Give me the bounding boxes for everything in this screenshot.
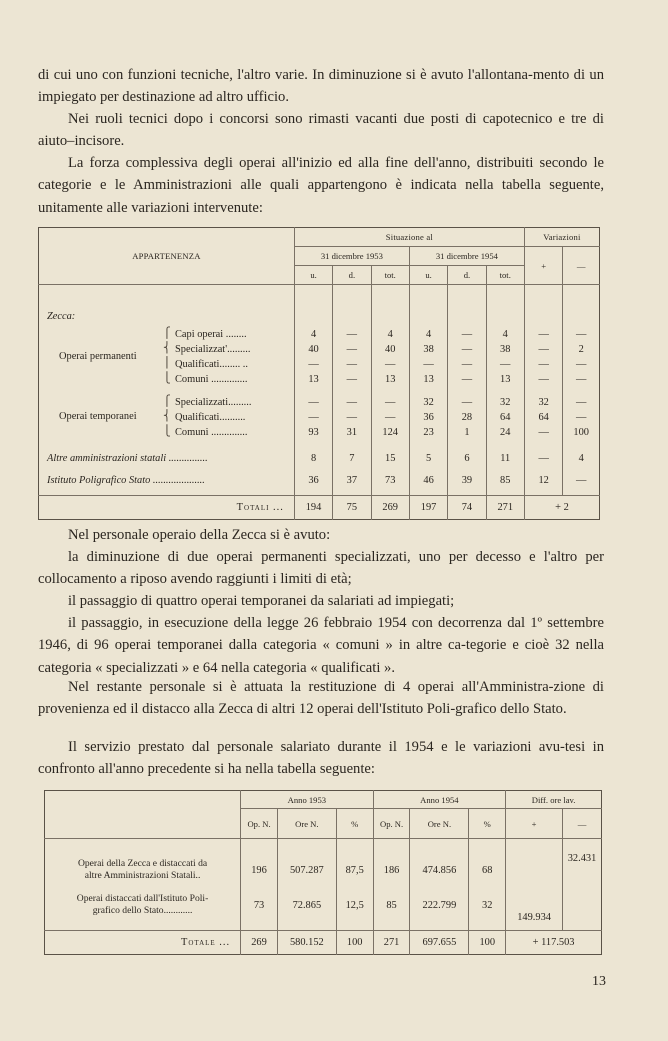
value-cell: — <box>409 357 447 372</box>
row-label-line: altre Amministrazioni Statali.. <box>84 870 201 881</box>
totale-label: Totale ... <box>180 937 231 948</box>
value-cell: 124 <box>371 425 409 440</box>
value-cell: 15 <box>371 448 409 470</box>
col-op-1954: Op. N. <box>373 809 410 839</box>
value-cell: 13 <box>409 372 447 387</box>
totale-diff: + 117.503 <box>506 931 602 955</box>
row-label-line: Operai della Zecca e distaccati da <box>77 858 208 869</box>
totale-cell: 697.655 <box>410 931 469 955</box>
table-row <box>45 888 602 923</box>
col-pct-1954: % <box>469 809 506 839</box>
value-cell: 12,5 <box>336 888 373 923</box>
value-cell: 68 <box>469 853 506 888</box>
table-row <box>39 395 600 410</box>
table-row <box>39 425 600 440</box>
value-cell: 32 <box>469 888 506 923</box>
row-label-line: grafico dello Stato............ <box>92 905 193 916</box>
value-cell: 39 <box>448 470 486 492</box>
temp-group <box>39 395 600 440</box>
value-cell: — <box>524 372 562 387</box>
table-row <box>39 357 600 372</box>
col-pct-1953: % <box>336 809 373 839</box>
value-cell: 73 <box>241 888 278 923</box>
value-cell: 222.799 <box>410 888 469 923</box>
value-cell: — <box>575 396 587 408</box>
paragraph-6: il passaggio di quattro operai temporanei da salariati ad impiegati; <box>68 593 455 609</box>
totale-cell: 580.152 <box>277 931 336 955</box>
row-label <box>39 372 295 387</box>
value-cell: 32 <box>524 395 562 410</box>
row-category: Qualificati........ .. <box>175 358 249 370</box>
value-cell: — <box>333 395 371 410</box>
brace-glyph: ⎨ <box>163 342 171 354</box>
row-label: Istituto Poligrafico Stato .................... <box>39 470 295 492</box>
row-label-line: Operai distaccati dall'Istituto Poli- <box>76 893 209 904</box>
brace-glyph: ⎪ <box>163 357 171 369</box>
workers-table <box>38 227 600 520</box>
value-cell: 28 <box>448 410 486 425</box>
col-d-1953: d. <box>333 266 371 285</box>
value-cell: 13 <box>486 372 524 387</box>
value-cell: — <box>448 357 486 372</box>
hours-table <box>44 790 602 955</box>
group-label: Operai permanenti <box>59 350 137 362</box>
table-row <box>39 342 600 357</box>
value-cell: — <box>371 357 409 372</box>
value-cell: — <box>524 448 562 470</box>
totali-cell: 197 <box>409 496 447 520</box>
value-cell: 507.287 <box>277 853 336 888</box>
value-cell: — <box>524 357 562 372</box>
totali-cell: 269 <box>371 496 409 520</box>
value-cell: — <box>486 357 524 372</box>
value-cell: 196 <box>241 853 278 888</box>
value-cell: 11 <box>486 448 524 470</box>
paragraph-1: di cui uno con funzioni tecniche, l'altro varie. In diminuzione si è avuto l'allontana-mento di un impiegato per destinazione ad altro ufficio. <box>38 67 604 106</box>
value-cell: 4 <box>294 327 332 342</box>
value-cell: 24 <box>486 425 524 440</box>
brace-glyph: ⎧ <box>163 327 171 339</box>
value-cell: 40 <box>294 342 332 357</box>
row-category: Comuni .............. <box>175 373 248 385</box>
paragraph-2: Nei ruoli tecnici dopo i concorsi sono rimasti vacanti due posti di capotecnico e tre di aiuto–incisore. <box>38 111 604 150</box>
value-cell: 474.856 <box>410 853 469 888</box>
row-label <box>39 410 295 425</box>
value-cell: 73 <box>371 470 409 492</box>
value-cell: 4 <box>371 327 409 342</box>
totale-cell: 269 <box>241 931 278 955</box>
col-d-1954: d. <box>448 266 486 285</box>
value-cell: 40 <box>371 342 409 357</box>
totali-label: Totali ... <box>236 502 284 513</box>
value-cell: — <box>333 327 371 342</box>
value-cell: — <box>575 358 587 370</box>
paragraph-3: La forza complessiva degli operai all'inizio ed alla fine dell'anno, distribuiti secondo le categorie e le Amministrazioni alle quali appartengono è indicata nella tabella seguente, unitamente alle variazioni intervenute: <box>38 155 604 216</box>
value-cell: 37 <box>333 470 371 492</box>
totali-cell: 271 <box>486 496 524 520</box>
value-cell: 46 <box>409 470 447 492</box>
totali-cell: 194 <box>294 496 332 520</box>
value-cell: 7 <box>333 448 371 470</box>
value-cell: 85 <box>486 470 524 492</box>
value-cell: 8 <box>294 448 332 470</box>
value-cell: — <box>333 342 371 357</box>
paragraph-9: Il servizio prestato dal personale salariato durante il 1954 e le variazioni avu-tesi in confronto all'anno precedente si ha nella tabella seguente: <box>38 739 604 778</box>
totale-cell: 271 <box>373 931 410 955</box>
col-tot-1954: tot. <box>486 266 524 285</box>
paragraph-4: Nel personale operaio della Zecca si è avuto: <box>68 527 331 543</box>
col-situazione: Situazione al <box>294 228 524 247</box>
brace-glyph: ⎨ <box>163 410 171 422</box>
row-label <box>45 888 241 923</box>
value-cell: — <box>333 357 371 372</box>
brace-glyph: ⎩ <box>163 425 171 437</box>
brace-glyph: ⎧ <box>163 395 171 407</box>
totali-row <box>39 496 600 520</box>
value-cell: — <box>371 395 409 410</box>
col-diff-plus: + <box>506 809 563 839</box>
value-cell: — <box>575 373 587 385</box>
totali-cell: 75 <box>333 496 371 520</box>
value-cell: 1 <box>448 425 486 440</box>
table-row <box>39 372 600 387</box>
value-cell: 100 <box>573 426 589 438</box>
zecca-label: Zecca: <box>39 307 295 327</box>
other-group <box>39 448 600 492</box>
totale-cell: 100 <box>469 931 506 955</box>
value-cell: 36 <box>409 410 447 425</box>
value-cell: — <box>524 327 562 342</box>
value-cell: — <box>294 357 332 372</box>
row-label <box>39 425 295 440</box>
value-cell: — <box>448 395 486 410</box>
value-cell: 4 <box>486 327 524 342</box>
value-cell: 2 <box>578 343 584 355</box>
value-cell: 186 <box>373 853 410 888</box>
col-diff-minus: — <box>563 809 602 839</box>
group-label: Operai temporanei <box>59 411 137 422</box>
row-category: Specializzati......... <box>175 396 252 408</box>
value-cell: 38 <box>409 342 447 357</box>
totali-cell: 74 <box>448 496 486 520</box>
row-category: Comuni .............. <box>175 426 248 438</box>
totale-row <box>45 931 602 955</box>
value-cell: 87,5 <box>336 853 373 888</box>
value-cell: — <box>294 395 332 410</box>
value-cell: — <box>448 372 486 387</box>
hours-rows <box>45 839 602 931</box>
col-date-1954: 31 dicembre 1954 <box>409 247 524 266</box>
table-row <box>39 410 600 425</box>
value-cell: 6 <box>448 448 486 470</box>
col-minus: — <box>563 247 600 285</box>
value-cell: 32 <box>486 395 524 410</box>
col-date-1953: 31 dicembre 1953 <box>294 247 409 266</box>
value-cell: 4 <box>409 327 447 342</box>
totale-cell: 100 <box>336 931 373 955</box>
table-row <box>39 327 600 342</box>
value-cell: — <box>333 410 371 425</box>
paragraph-7: il passaggio, in esecuzione della legge 26 febbraio 1954 con decorrenza dal 1º settembre 1946, di 96 operai temporanei dalla categoria « comuni » in altre ca-tegorie e cioè 32 nella categoria « specializzati » e 64 nella categoria « qualificati ». <box>38 615 604 676</box>
value-cell <box>563 888 602 923</box>
value-cell: 93 <box>294 425 332 440</box>
value-cell: — <box>371 410 409 425</box>
value-cell: — <box>575 411 587 423</box>
value-cell: — <box>575 328 587 340</box>
row-label <box>39 357 295 372</box>
row-category: Capi operai ........ <box>175 328 247 340</box>
value-cell: — <box>524 425 562 440</box>
value-cell: — <box>524 342 562 357</box>
col-ore-1953: Ore N. <box>277 809 336 839</box>
row-category: Qualificati.......... <box>175 411 246 423</box>
paragraph-8: Nel restante personale si è attuata la restituzione di 4 operai all'Amministra-zione di provenienza ed il distacco alla Zecca di altri 12 operai dell'Istituto Poli-grafico dello Stato. <box>38 679 604 718</box>
table-row <box>39 470 600 492</box>
col-u-1954: u. <box>409 266 447 285</box>
value-cell: 23 <box>409 425 447 440</box>
paragraph-5: la diminuzione di due operai permanenti specializzati, uno per decesso e l'altro per collocamento a riposo avendo raggiunti i limiti di età; <box>38 549 604 588</box>
table-row <box>39 448 600 470</box>
value-cell: 13 <box>371 372 409 387</box>
value-cell: 85 <box>373 888 410 923</box>
value-cell: — <box>448 327 486 342</box>
value-cell: 4 <box>578 453 584 464</box>
col-anno-1954: Anno 1954 <box>373 791 506 809</box>
value-cell: 5 <box>409 448 447 470</box>
value-cell: — <box>294 410 332 425</box>
value-cell: 149.934 <box>506 888 563 923</box>
value-cell: 32 <box>409 395 447 410</box>
col-u-1953: u. <box>294 266 332 285</box>
col-tot-1953: tot. <box>371 266 409 285</box>
brace-glyph: ⎩ <box>163 372 171 384</box>
value-cell: 38 <box>486 342 524 357</box>
value-cell: — <box>448 342 486 357</box>
value-cell: — <box>333 372 371 387</box>
row-label: Altre amministrazioni statali ............... <box>39 448 295 470</box>
col-op-1953: Op. N. <box>241 809 278 839</box>
value-cell: 13 <box>294 372 332 387</box>
col-plus: + <box>524 247 562 285</box>
row-label <box>45 853 241 888</box>
col-variazioni: Variazioni <box>524 228 599 247</box>
value-cell: 64 <box>524 410 562 425</box>
perm-group <box>39 327 600 387</box>
value-cell: 36 <box>294 470 332 492</box>
row-label <box>39 342 295 357</box>
table-row <box>45 853 602 888</box>
value-cell: 72.865 <box>277 888 336 923</box>
value-cell <box>506 853 563 888</box>
page-number: 13 <box>592 974 606 989</box>
col-appartenenza: APPARTENENZA <box>39 228 295 285</box>
totali-variazioni: + 2 <box>524 496 599 520</box>
value-cell: 12 <box>524 470 562 492</box>
value-cell: 64 <box>486 410 524 425</box>
col-diff: Diff. ore lav. <box>506 791 602 809</box>
col-anno-1953: Anno 1953 <box>241 791 374 809</box>
value-cell: — <box>575 475 587 486</box>
row-category: Specializzat'......... <box>175 343 251 355</box>
value-cell: 31 <box>333 425 371 440</box>
value-cell: 32.431 <box>567 852 597 864</box>
col-ore-1954: Ore N. <box>410 809 469 839</box>
